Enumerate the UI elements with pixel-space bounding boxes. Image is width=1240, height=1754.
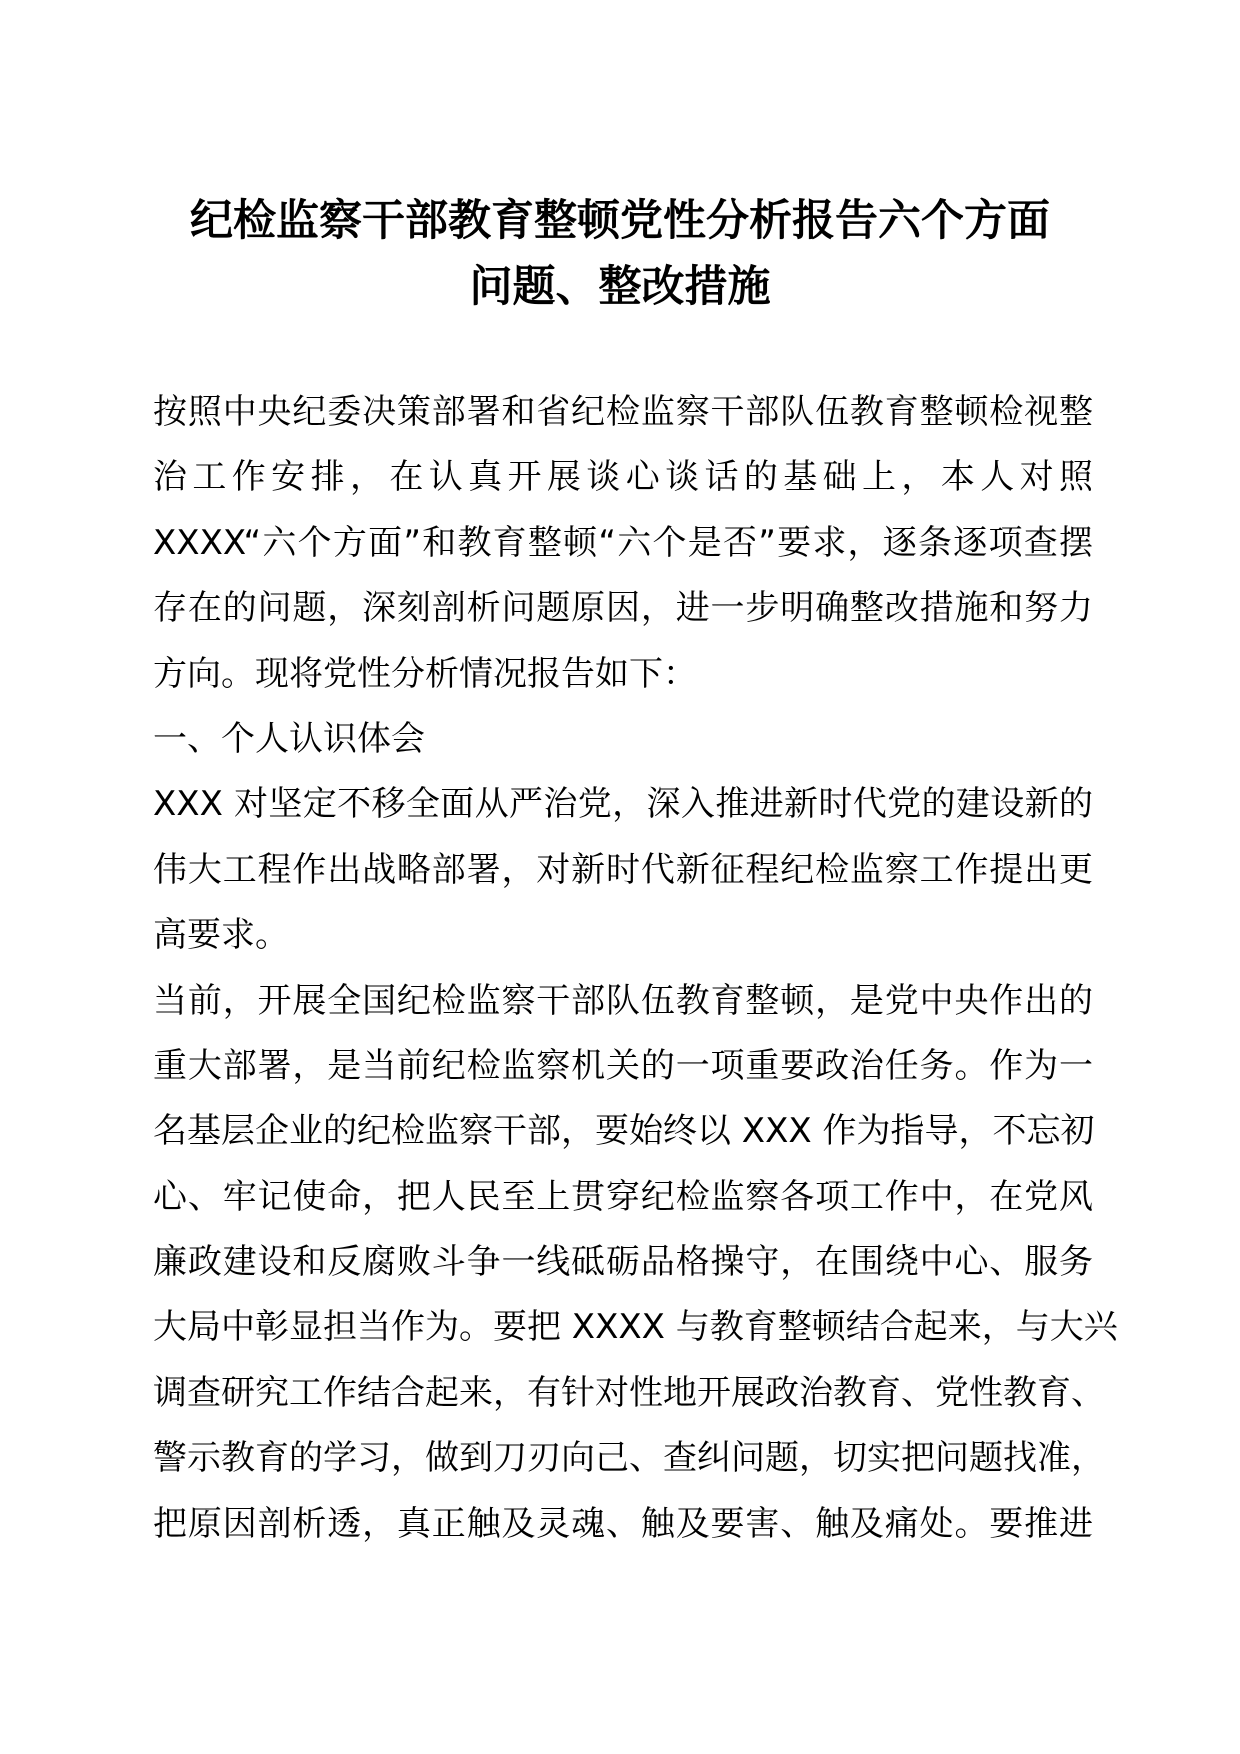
body-line: 警示教育的学习，做到刀刃向己、查纠问题，切实把问题找准，: [153, 1438, 1105, 1479]
body-line: 当前，开展全国纪检监察干部队伍教育整顿，是党中央作出的: [153, 980, 1093, 1021]
document-title: [140, 188, 1100, 320]
body-line: 伟大工程作出战略部署，对新时代新征程纪检监察工作提出更: [153, 849, 1093, 890]
body-line: 存在的问题，深刻剖析问题原因，进一步明确整改措施和努力: [153, 588, 1093, 629]
body-line: 方向。现将党性分析情况报告如下：: [153, 653, 697, 694]
title-line-2: 问题、整改措施: [469, 262, 771, 312]
section-heading: 一、个人认识体会: [153, 718, 425, 759]
body-line: 名基层企业的纪检监察干部，要始终以 XXX 作为指导，不忘初: [153, 1111, 1095, 1152]
body-line: XXX 对坚定不移全面从严治党，深入推进新时代党的建设新的: [153, 784, 1093, 825]
body-line: 调查研究工作结合起来，有针对性地开展政治教育、党性教育、: [153, 1372, 1105, 1413]
body-line: XXXX“六个方面”和教育整顿“六个是否”要求，逐条逐项查摆: [153, 522, 1093, 563]
body-line: 心、牢记使命，把人民至上贯穿纪检监察各项工作中，在党风: [153, 1176, 1093, 1217]
document-body: [153, 380, 1118, 1557]
body-line: 按照中央纪委决策部署和省纪检监察干部队伍教育整顿检视整: [153, 392, 1093, 432]
title-line-1: 纪检监察干部教育整顿党性分析报告六个方面: [190, 196, 1050, 246]
body-line: 把原因剖析透，真正触及灵魂、触及要害、触及痛处。要推进: [153, 1503, 1093, 1544]
body-line: 大局中彰显担当作为。要把 XXXX 与教育整顿结合起来，与大兴: [153, 1307, 1118, 1348]
body-line: 高要求。: [153, 915, 289, 956]
body-line: 重大部署，是当前纪检监察机关的一项重要政治任务。作为一: [153, 1045, 1093, 1086]
body-line: 廉政建设和反腐败斗争一线砥砺品格操守，在围绕中心、服务: [153, 1242, 1093, 1283]
body-line: 治工作安排，在认真开展谈心谈话的基础上，本人对照: [153, 457, 1093, 498]
